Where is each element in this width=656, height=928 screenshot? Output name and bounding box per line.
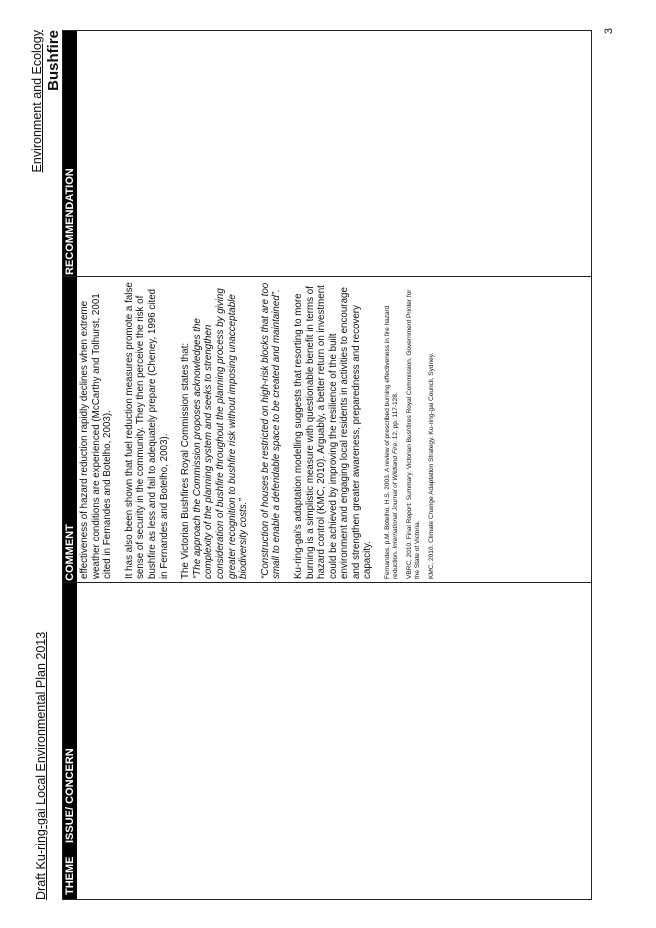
quote-intro: The Victorian Bushfires Royal Commission states that:	[180, 342, 192, 579]
page-number: 3	[603, 28, 615, 35]
table-header-row	[63, 31, 77, 899]
reference: KMC, 2010. Climate Change Adaptation Strategy. Ku-ring-gai Council, Sydney.	[428, 352, 436, 579]
column-header-comment: COMMENT	[64, 524, 76, 581]
reference: Fernandes, p.M. Botelho, H.S. 2003. A review of prescribed burning effectiveness in fire hazard reduction. International Journal of Wildland Fire. 12, pp. 117-128.	[384, 305, 400, 579]
column-header-issue: ISSUE/ CONCERN	[64, 748, 76, 843]
column-header-theme: THEME	[64, 856, 76, 895]
document-title: Draft Ku-ring-gai Local Environmental Plan 2013	[34, 631, 48, 900]
comment-paragraph	[180, 281, 250, 579]
reference: VBRC, 2010. Final Report: Summary. Victorian Bushfires Royal Commission. Government Printer for the State of Victoria.	[406, 289, 422, 579]
comment-paragraph: Ku-ring-gai's adaptation modelling suggests that resorting to more burning is a simplistic measure with questionable benefit in terms of hazard control (KMC, 2010). Arguably, a better return on investment could be achieved by improving the resilience of the built environment and engaging local residents in activities to encourage and strengthen greater awareness, preparedness and recovery capacity.	[292, 285, 374, 579]
commission-quote: “The approach the Commission proposes acknowledges the complexity of the planning system and seeks to strengthen consideration of bushfire throughout the planning process by giving greater recognition to bushfire risk without imposing unacceptable biodiversity costs.”	[191, 288, 250, 579]
comment-cell	[77, 277, 591, 583]
column-header-recommendation: RECOMMENDATION	[64, 168, 76, 275]
comments-table	[62, 30, 592, 900]
section-title: Environment and Ecology	[30, 30, 44, 173]
comment-paragraph: effectiveness of hazard reduction rapidly declines when extreme weather conditions are experienced (McCarthy and Tolhurst, 2001 cited in Fernandes and Botelho, 2003).	[79, 293, 114, 579]
commission-quote: “Construction of houses be restricted on high-risk blocks that are too small to enable a defendable space to be created and maintained”.	[259, 282, 283, 579]
comment-paragraph: It has also been shown that fuel reduction measures promote a false sense of security in the community. They then perceive the risk of bushfire as less and fail to adequately prepare (Cheney, 1996 cited in Fernandes and Botelho, 2003).	[123, 282, 170, 579]
section-heading: Bushfire	[45, 30, 62, 91]
